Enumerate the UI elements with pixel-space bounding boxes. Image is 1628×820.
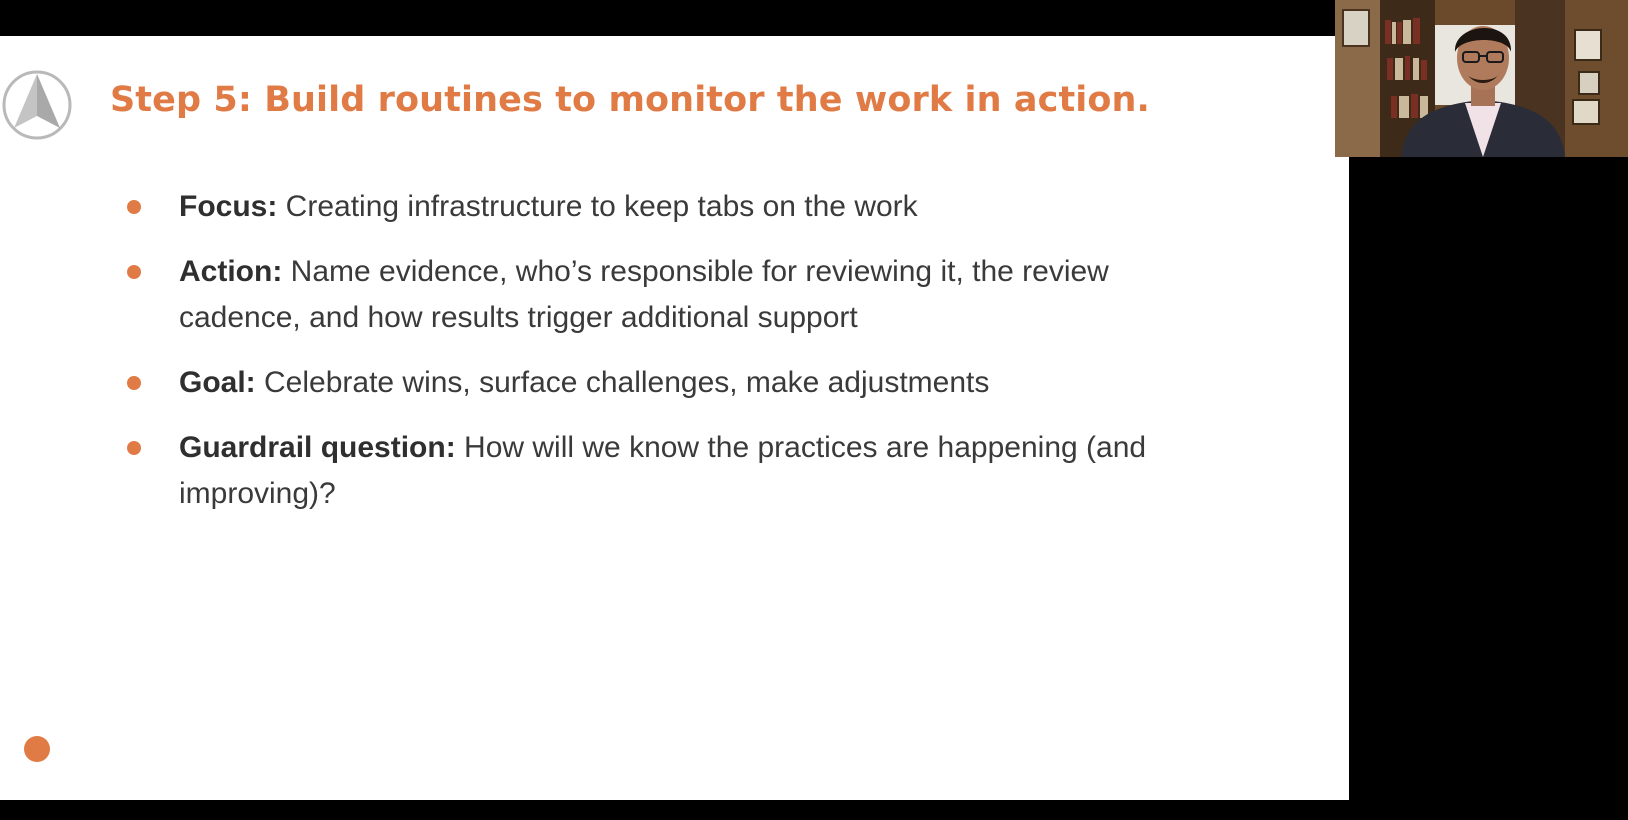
paper-plane-icon: [2, 68, 72, 144]
bullet-list: [120, 184, 1180, 536]
bullet-guardrail: [120, 425, 1180, 517]
bullet-dot: [127, 376, 141, 390]
slide-title: Step 5: Build routines to monitor the work in action.: [110, 80, 1150, 120]
participant-video[interactable]: [1335, 0, 1628, 157]
bullet-text: How will we know the practices are happening (and improving)?: [179, 431, 1147, 510]
bullet-goal: [120, 360, 1180, 406]
bullet-focus: [120, 184, 1180, 230]
slide-corner-dot: [24, 736, 50, 762]
bullet-dot: [127, 441, 141, 455]
bullet-dot: [127, 200, 141, 214]
bullet-label: Focus:: [179, 190, 278, 223]
bullet-action: [120, 249, 1180, 341]
bullet-dot: [127, 265, 141, 279]
shared-slide: [0, 36, 1349, 800]
bullet-label: Action:: [179, 255, 283, 288]
bullet-text: Creating infrastructure to keep tabs on the work: [277, 190, 918, 223]
bullet-label: Goal:: [179, 366, 256, 399]
bullet-text: Celebrate wins, surface challenges, make adjustments: [255, 366, 990, 399]
bullet-label: Guardrail question:: [179, 431, 456, 464]
bullet-text: Name evidence, who’s responsible for reviewing it, the review cadence, and how results trigger additional support: [179, 255, 1109, 334]
